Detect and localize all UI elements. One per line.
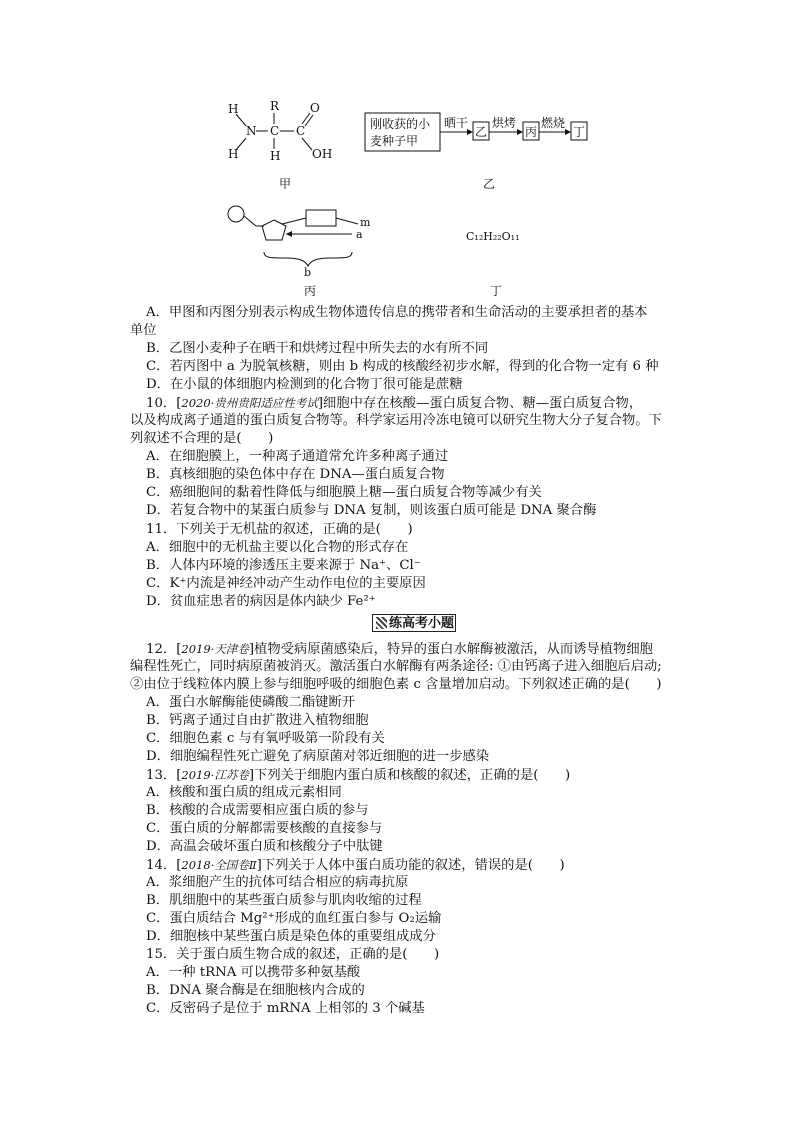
figure-jia-amino-acid	[222, 98, 342, 166]
q11-stem: 11．下列关于无机盐的叙述，正确的是( )	[146, 522, 413, 537]
q12-option-b: B．钙离子通过自由扩散进入植物细胞	[146, 713, 369, 728]
q10-option-b: B．真核细胞的染色体中存在 DNA—蛋白质复合物	[146, 467, 445, 482]
q10-stem-text1: ]细胞中存在核酸—蛋白质复合物、糖—蛋白质复合物，	[317, 396, 643, 411]
q11-option-c: C．K⁺内流是神经冲动产生动作电位的主要原因	[146, 576, 426, 591]
q14-option-c: C．蛋白质结合 Mg²⁺形成的血红蛋白参与 O₂运输	[146, 911, 442, 926]
atom-h-bottom: H	[228, 147, 239, 161]
q13-option-d: D．高温会破坏蛋白质和核酸分子中肽键	[146, 839, 383, 854]
figure-yi-label: 乙	[483, 177, 496, 191]
q13-option-b: B．核酸的合成需要相应蛋白质的参与	[146, 803, 369, 818]
q13-source: 2019·江苏卷	[181, 768, 249, 782]
q12-stem-line3: ②由位于线粒体内膜上参与细胞呼吸的细胞色素 c 含量增加启动。下列叙述正确的是( )	[130, 677, 662, 692]
q13-option-a: A．核酸和蛋白质的组成元素相同	[146, 785, 342, 800]
atom-h-top: H	[228, 102, 239, 116]
section-header-gaokao	[372, 614, 456, 632]
flow-box-ding: 丁	[573, 125, 586, 139]
q13-stem	[146, 766, 570, 785]
bing-label-a: a	[356, 228, 363, 241]
q10-source: 2020·贵州贵阳适应性考试	[181, 396, 318, 410]
q13-number: 13．[	[146, 768, 182, 783]
q15-option-b: B．DNA 聚合酶是在细胞核内合成的	[146, 983, 365, 998]
q14-option-d: D．细胞核中某些蛋白质是染色体的重要组成成分	[146, 929, 436, 944]
q11-option-a: A．细胞中的无机盐主要以化合物的形式存在	[146, 540, 409, 555]
q10-stem-line1	[146, 394, 642, 413]
flow-arrow-burn: 燃烧	[541, 116, 566, 130]
q12-source: 2019·天津卷	[181, 642, 249, 656]
atom-o: O	[310, 101, 320, 115]
atom-c-alpha: C	[270, 124, 280, 138]
atom-h-alpha: H	[270, 149, 281, 163]
q10-stem-line3: 列叙述不合理的是( )	[130, 431, 274, 446]
q14-stem-text: ]下列关于人体中蛋白质功能的叙述，错误的是( )	[256, 858, 565, 873]
q11-option-b: B．人体内环境的渗透压主要来源于 Na⁺、Cl⁻	[146, 558, 421, 573]
flow-arrow-dry: 晒干	[444, 116, 469, 130]
atom-c-carboxyl: C	[296, 124, 306, 138]
q12-stem-line2: 编程性死亡，同时病原菌被消灭。激活蛋白水解酶有两条途径: ①由钙离子进入细胞后启动;	[130, 659, 662, 674]
figure-bing-label: 丙	[304, 284, 317, 298]
q9-option-d: D．在小鼠的体细胞内检测到的化合物丁很可能是蔗糖	[146, 377, 463, 392]
q14-source: 2018·全国卷Ⅱ	[181, 858, 257, 872]
q10-option-c: C．癌细胞间的黏着性降低与细胞膜上糖—蛋白质复合物等减少有关	[146, 485, 542, 500]
q14-option-a: A．浆细胞产生的抗体可结合相应的病毒抗原	[146, 875, 409, 890]
q13-option-c: C．蛋白质的分解都需要核酸的直接参与	[146, 821, 383, 836]
q15-stem: 15．关于蛋白质生物合成的叙述，正确的是( )	[146, 947, 440, 962]
q12-stem-text1: ]植物受病原菌感染后，特异的蛋白水解酶被激活，从而诱导植物细胞	[248, 642, 653, 657]
flow-arrow-bake: 烘烤	[492, 116, 517, 130]
bing-label-m: m	[360, 216, 371, 229]
atom-n: N	[246, 124, 257, 138]
q15-option-c: C．反密码子是位于 mRNA 上相邻的 3 个碱基	[146, 1001, 425, 1016]
q12-number: 12．[	[146, 642, 182, 657]
figure-jia-label: 甲	[279, 177, 292, 191]
q12-stem-line1	[146, 640, 653, 659]
flow-box-bing: 丙	[525, 125, 538, 139]
atom-oh: OH	[312, 147, 333, 161]
figure-ding-formula: C₁₂H₂₂O₁₁	[466, 230, 520, 243]
q9-option-c: C．若丙图中 a 为脱氧核糖，则由 b 构成的核酸经初步水解，得到的化合物一定有 6 种	[146, 359, 659, 374]
q13-stem-text: ]下列关于细胞内蛋白质和核酸的叙述，正确的是( )	[248, 768, 571, 783]
q9-option-a-cont: 单位	[130, 323, 157, 338]
atom-r: R	[270, 99, 280, 113]
bing-label-b: b	[304, 266, 312, 279]
q14-stem	[146, 856, 565, 875]
q9-option-b: B．乙图小麦种子在晒干和烘烤过程中所失去的水有所不同	[146, 341, 489, 356]
q14-option-b: B．肌细胞中的某些蛋白质参与肌肉收缩的过程	[146, 893, 422, 908]
figure-ding-label: 丁	[490, 284, 503, 298]
figure-bing-nucleotide	[226, 204, 376, 280]
flow-box-fresh-seed-line1: 刚收获的小	[370, 117, 431, 131]
q11-option-d: D．贫血症患者的病因是体内缺少 Fe²⁺	[146, 594, 376, 609]
q14-number: 14．[	[146, 858, 182, 873]
q15-option-a: A．一种 tRNA 可以携带多种氨基酸	[146, 965, 361, 980]
q9-option-a: A．甲图和丙图分别表示构成生物体遗传信息的携带者和生命活动的主要承担者的基本	[146, 305, 648, 320]
q12-option-d: D．细胞编程性死亡避免了病原菌对邻近细胞的进一步感染	[146, 749, 490, 764]
q12-option-a: A．蛋白水解酶能使磷酸二酯键断开	[146, 695, 356, 710]
flow-box-fresh-seed-line2: 麦种子甲	[370, 134, 419, 148]
figure-yi-flow	[364, 110, 594, 154]
section-header-icon	[376, 617, 387, 629]
q12-option-c: C．细胞色素 c 与有氧呼吸第一阶段有关	[146, 731, 385, 746]
q10-option-d: D．若复合物中的某蛋白质参与 DNA 复制，则该蛋白质可能是 DNA 聚合酶	[146, 503, 597, 518]
section-header-title: 练高考小题	[389, 616, 455, 631]
q10-stem-line2: 以及构成离子通道的蛋白质复合物等。科学家运用冷冻电镜可以研究生物大分子复合物。下	[130, 413, 662, 428]
q10-option-a: A．在细胞膜上，一种离子通道常允许多种离子通过	[146, 449, 449, 464]
q10-number: 10．[	[146, 396, 182, 411]
flow-box-yi: 乙	[475, 125, 488, 139]
